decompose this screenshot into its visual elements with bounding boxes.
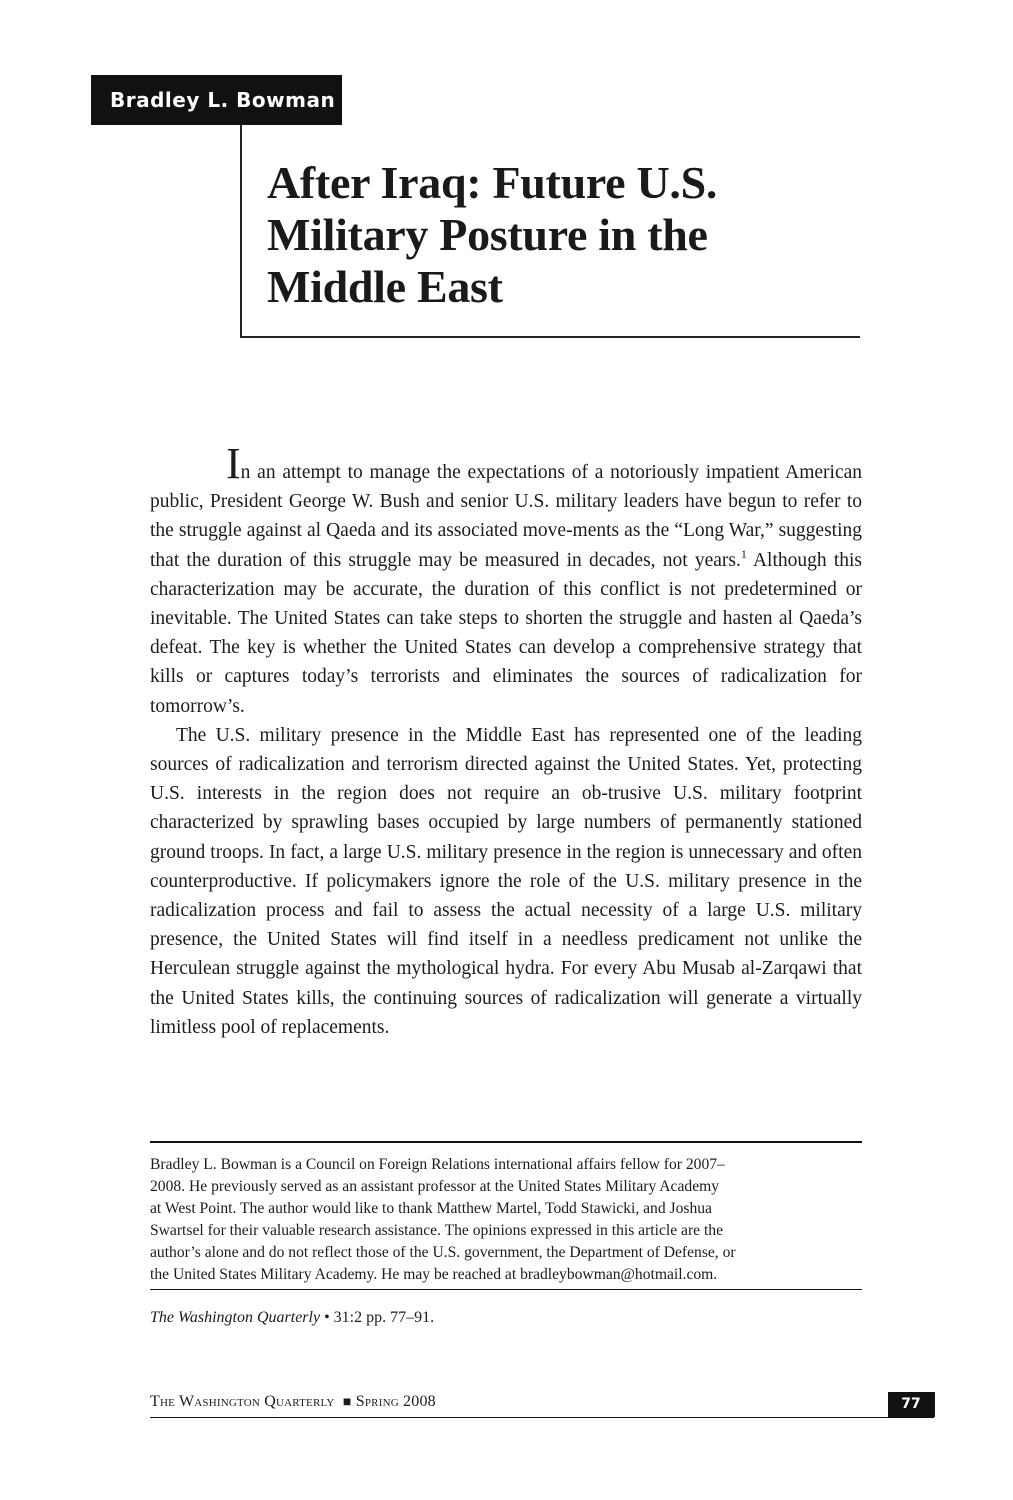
footnote-rule-top <box>150 1141 862 1143</box>
page-number-edge <box>933 1392 935 1417</box>
running-footer <box>150 1392 750 1413</box>
footer-journal: The Washington Quarterly <box>150 1393 335 1410</box>
footer-separator-icon: ■ <box>342 1395 352 1410</box>
title-rule-horizontal <box>240 336 860 338</box>
author-note <box>150 1154 862 1286</box>
title-line-1: After Iraq: Future U.S. <box>267 157 718 208</box>
citation-details: • 31:2 pp. 77–91. <box>320 1309 435 1326</box>
paragraph-1 <box>150 439 862 721</box>
author-note-line-1: Bradley L. Bowman is a Council on Foreign Relations international affairs fellow for 2007– <box>150 1156 725 1173</box>
author-note-line-2: 2008. He previously served as an assistant professor at the United States Military Academy <box>150 1178 720 1195</box>
citation-journal: The Washington Quarterly <box>150 1309 321 1326</box>
footer-rule <box>150 1417 934 1418</box>
author-note-line-6: the United States Military Academy. He may be reached at bradleybowman@hotmail.com. <box>150 1266 718 1283</box>
author-banner-edge <box>340 75 342 125</box>
page-number <box>888 1392 934 1417</box>
paragraph-2: The U.S. military presence in the Middle East has represented one of the leading sources of radicalization and terrorism directed against the United States. Yet, protecting U.S. interests in the region does not require an ob-trusive U.S. military footprint characterized by sprawling bases occupied by large numbers of permanently stationed ground troops. In fact, a large U.S. military presence in the region is unnecessary and often counterproductive. If policymakers ignore the role of the U.S. military presence in the radicalization process and fail to assess the actual necessity of a large U.S. military presence, the United States will find itself in a needless predicament not unlike the Herculean struggle against the mythological hydra. For every Abu Musab al-Zarqawi that the United States kills, the continuing sources of radicalization will generate a virtually limitless pool of replacements. <box>150 724 862 1038</box>
footer-issue: Spring 2008 <box>355 1393 436 1410</box>
author-note-line-5: author’s alone and do not reflect those of the U.S. government, the Department of Defense, or <box>150 1244 736 1261</box>
author-note-line-3: at West Point. The author would like to thank Matthew Martel, Todd Stawicki, and Joshua <box>150 1200 712 1217</box>
citation <box>150 1307 862 1329</box>
article-title <box>267 157 847 313</box>
title-line-3: Middle East <box>267 261 503 312</box>
title-rule-vertical <box>240 125 242 337</box>
title-line-2: Military Posture in the <box>267 209 708 260</box>
author-name: Bradley L. Bowman <box>110 88 336 112</box>
paragraph-1-text-b: Although this characterization may be accurate, the duration of this conflict is not predetermined or inevitable. The United States can take steps to shorten the struggle and hasten al Qaeda’s defeat. The key is whether the United States can develop a comprehensive strategy that kills or captures today’s terrorists and eliminates the sources of radicalization for tomorrow’s. <box>150 549 862 717</box>
drop-cap: I <box>226 439 241 488</box>
page-number-text: 77 <box>901 1396 921 1412</box>
article-body <box>150 439 862 1042</box>
author-note-line-4: Swartsel for their valuable research assistance. The opinions expressed in this article are the <box>150 1222 724 1239</box>
footnote-rule-bottom <box>150 1289 862 1290</box>
author-banner <box>91 75 341 125</box>
footnote-reference[interactable]: 1 <box>740 546 747 561</box>
paragraph-1-text-a: n an attempt to manage the expectations of a notoriously impatient American public, President George W. Bush and senior U.S. military leaders have begun to refer to the struggle against al Qaeda and its associated move-ments as the “Long War,” suggesting that the duration of this struggle may be measured in decades, not years. <box>150 462 862 571</box>
